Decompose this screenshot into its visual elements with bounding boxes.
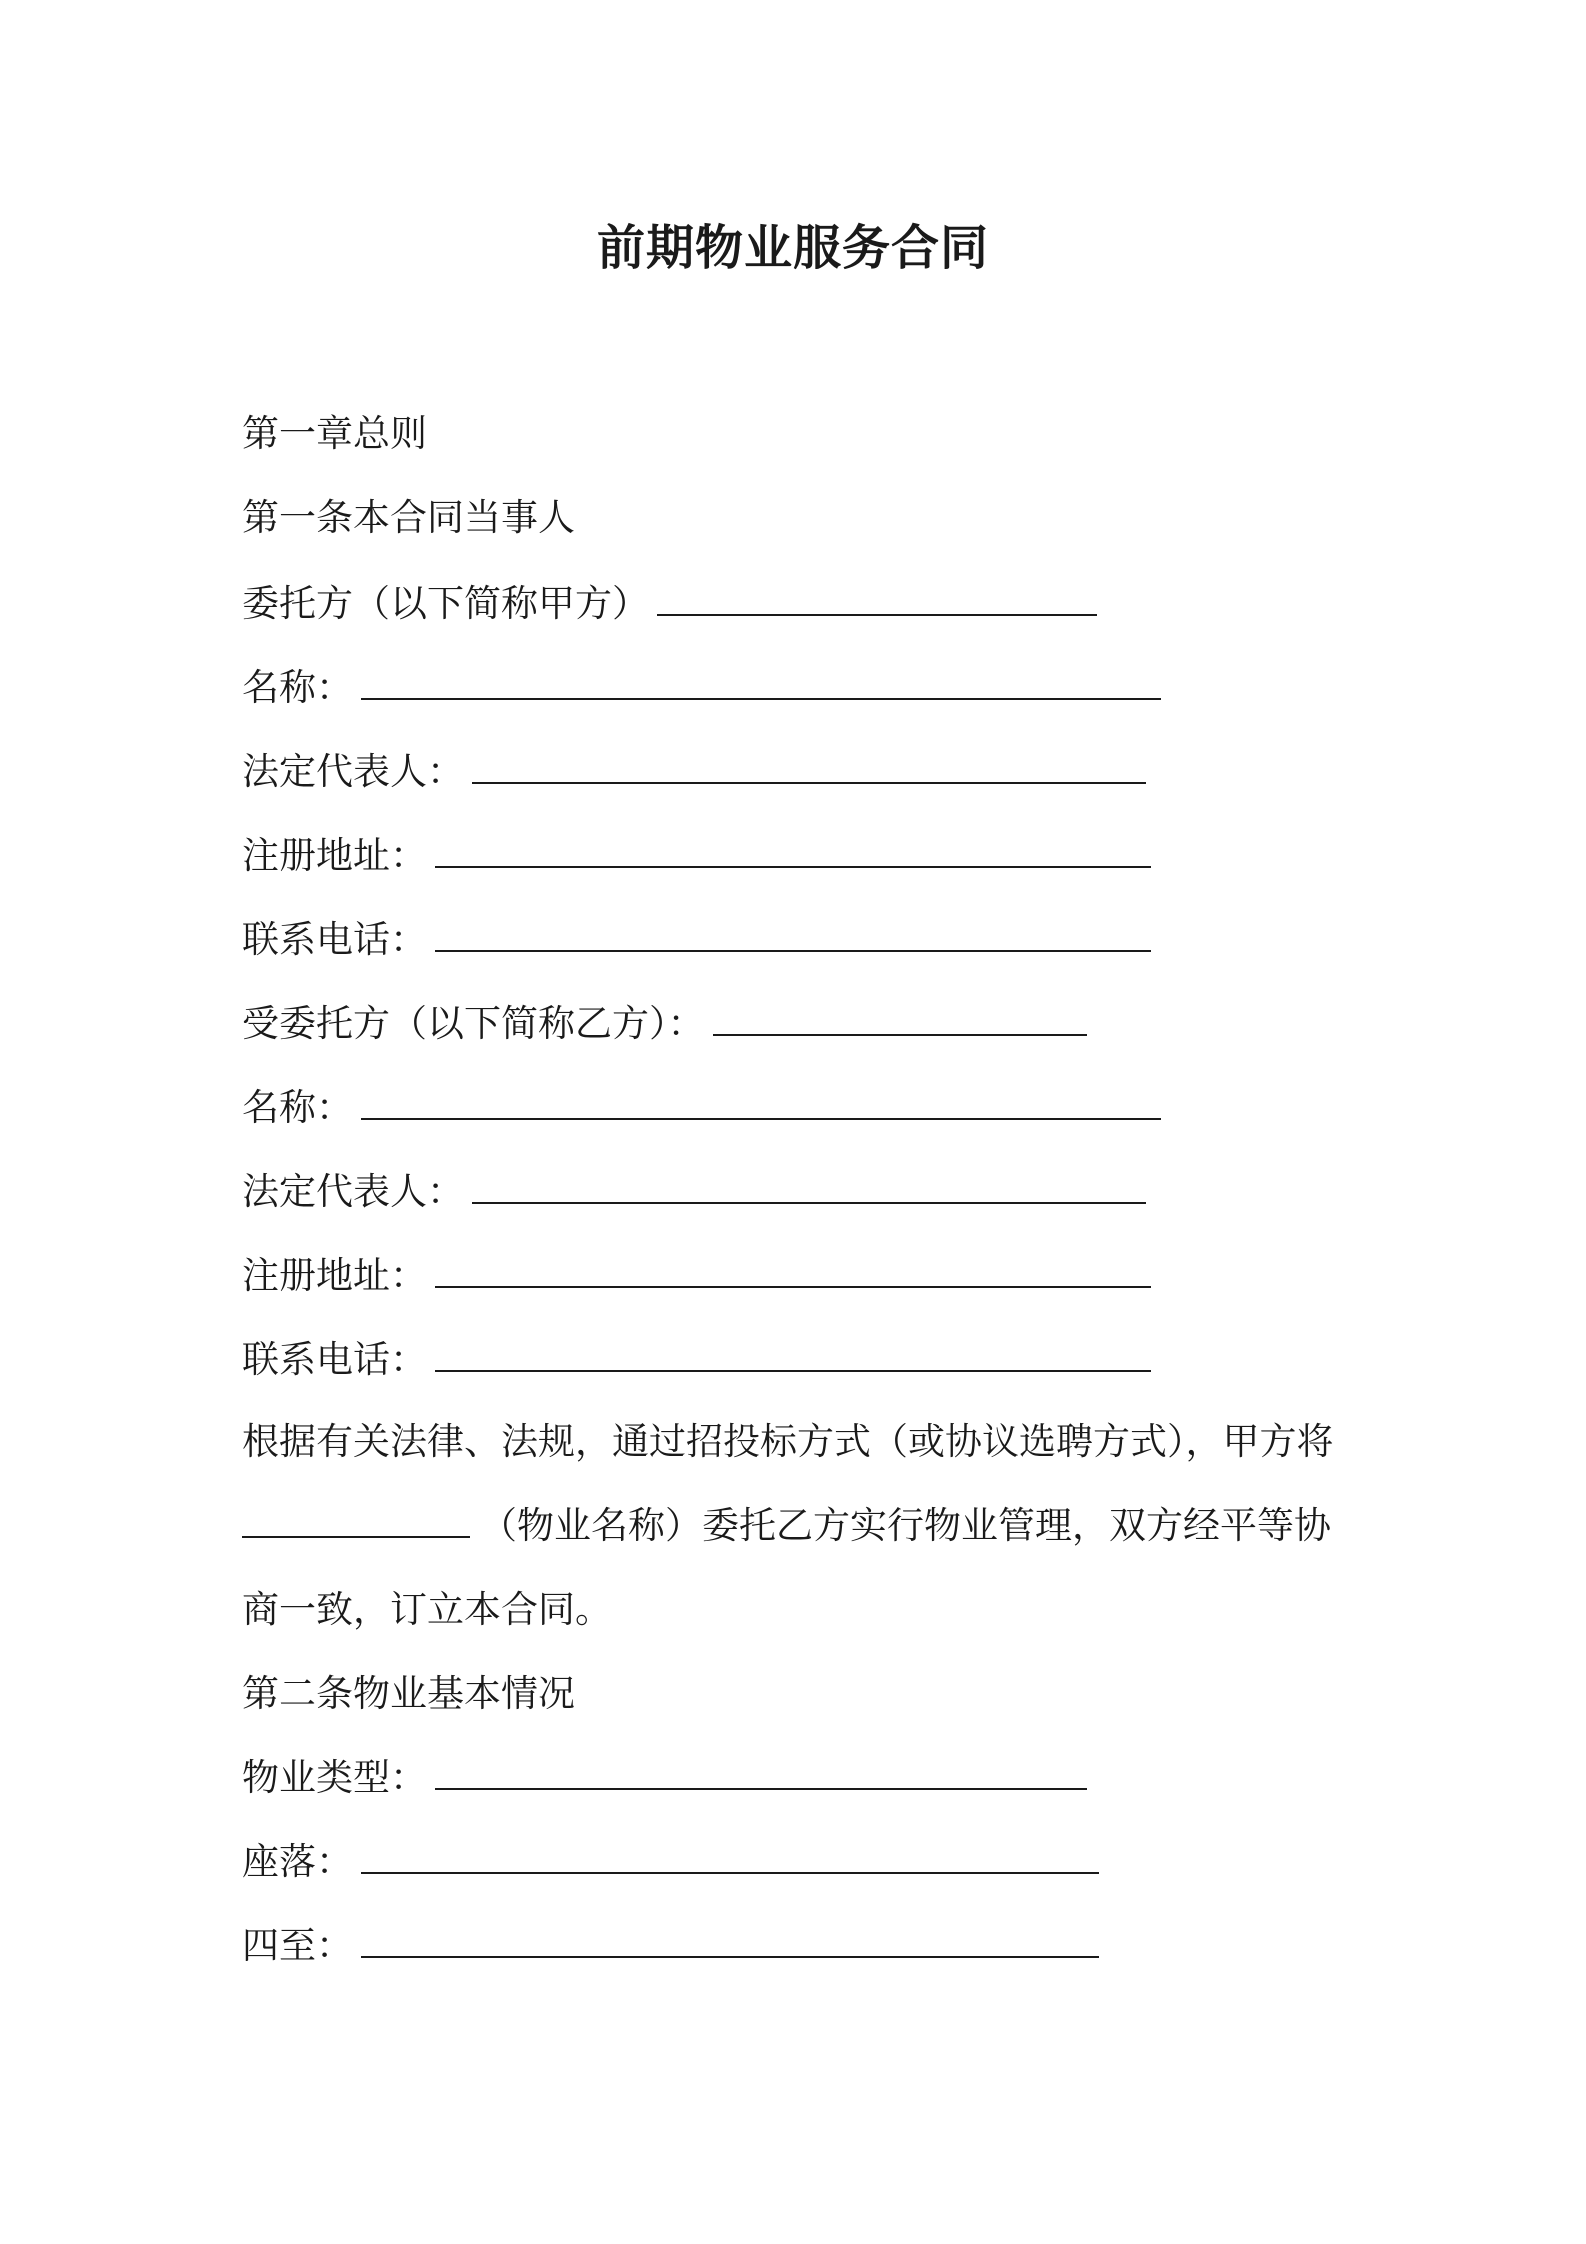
location-label: 座落： (242, 1840, 353, 1883)
party-a-phone-line (242, 916, 1151, 964)
party-a-label: 委托方（以下简称甲方） (242, 582, 649, 625)
party-b-rep-blank (472, 1168, 1146, 1204)
property-name-blank (242, 1502, 470, 1538)
party-a-name-blank (361, 664, 1161, 700)
party-b-name-line (242, 1084, 1161, 1132)
party-a-line (242, 580, 1097, 628)
party-a-name-label: 名称： (242, 666, 353, 709)
party-a-address-line (242, 832, 1151, 880)
boundaries-line (242, 1922, 1099, 1970)
location-blank (361, 1838, 1099, 1874)
party-b-phone-line (242, 1336, 1151, 1384)
body-paragraph-line-3: 商一致，订立本合同。 (242, 1588, 612, 1631)
party-a-address-label: 注册地址： (242, 834, 427, 877)
party-a-rep-blank (472, 748, 1146, 784)
party-a-address-blank (435, 832, 1151, 868)
party-a-name-line (242, 664, 1161, 712)
party-b-address-line (242, 1252, 1151, 1300)
body-paragraph-line-2-text: （物业名称）委托乙方实行物业管理，双方经平等协 (480, 1504, 1331, 1547)
party-a-phone-label: 联系电话： (242, 918, 427, 961)
chapter-heading: 第一章总则 (242, 412, 427, 455)
party-b-line (242, 1000, 1087, 1048)
party-b-address-label: 注册地址： (242, 1254, 427, 1297)
party-a-phone-blank (435, 916, 1151, 952)
body-paragraph-line-1: 根据有关法律、法规，通过招投标方式（或协议选聘方式），甲方将 (242, 1420, 1334, 1463)
party-b-rep-label: 法定代表人： (242, 1170, 464, 1213)
boundaries-label: 四至： (242, 1924, 353, 1967)
property-type-line (242, 1754, 1087, 1802)
party-b-blank (713, 1000, 1087, 1036)
party-b-label: 受委托方（以下简称乙方）： (242, 1002, 705, 1045)
party-b-phone-blank (435, 1336, 1151, 1372)
boundaries-blank (361, 1922, 1099, 1958)
party-b-rep-line (242, 1168, 1146, 1216)
party-a-rep-line (242, 748, 1146, 796)
article-1-heading: 第一条本合同当事人 (242, 496, 575, 539)
party-a-blank (657, 580, 1097, 616)
property-type-label: 物业类型： (242, 1756, 427, 1799)
party-b-address-blank (435, 1252, 1151, 1288)
article-2-heading: 第二条物业基本情况 (242, 1672, 575, 1715)
body-paragraph-line-2 (242, 1502, 1331, 1550)
party-a-rep-label: 法定代表人： (242, 750, 464, 793)
property-type-blank (435, 1754, 1087, 1790)
party-b-name-label: 名称： (242, 1086, 353, 1129)
party-b-name-blank (361, 1084, 1161, 1120)
party-b-phone-label: 联系电话： (242, 1338, 427, 1381)
location-line (242, 1838, 1099, 1886)
document-title: 前期物业服务合同 (596, 220, 989, 276)
